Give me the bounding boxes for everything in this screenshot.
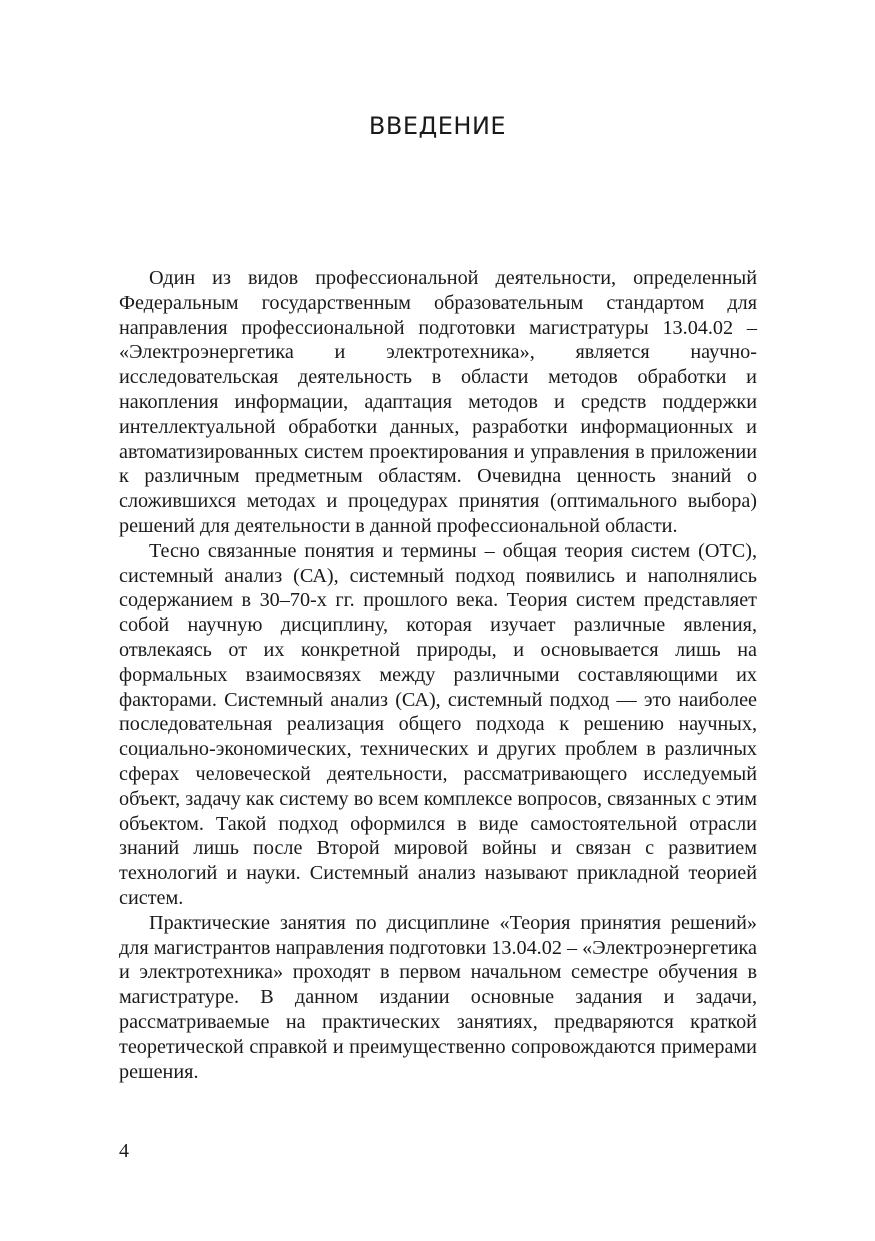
paragraph-3: Практические занятия по дисциплине «Теория принятия решений» для магистрантов направления подготовки 13.04.02 – «Электроэнергетика и электротехника» проходят в первом начальном семестре обучения в магистратуре. В данном издании основные задания и задачи, рассматриваемые на практических занятиях, предваряются краткой теоретической справкой и преимущественно сопровождаются примерами решения. bbox=[119, 911, 757, 1083]
paragraph-2: Тесно связанные понятия и термины – общая теория систем (ОТС), системный анализ (СА), системный подход появились и наполнялись содержанием в 30–70-х гг. прошлого века. Теория систем представляет собой научную дисциплину, которая изучает различные явления, отвлекаясь от их конкретной природы, и основывается лишь на формальных взаимосвязях между различными составляющими их факторами. Системный анализ (СА), системный подход — это наиболее последовательная реализация общего подхода к решению научных, социально-экономических, технических и других проблем в различных сферах человеческой деятельности, рассматривающего исследуемый объект, задачу как систему во всем комплексе вопросов, связанных с этим объектом. Такой подход оформился в виде самостоятельной отрасли знаний лишь после Второй мировой войны и связан с развитием технологий и науки. Системный анализ называют прикладной теорией систем. bbox=[119, 539, 757, 909]
paragraph-1: Один из видов профессиональной деятельности, определенный Федеральным государственным образовательным стандартом для направления профессиональной подготовки магистратуры 13.04.02 – «Электроэнергетика и электротехника», является научно-исследовательская деятельность в области методов обработки и накопления информации, адаптация методов и средств поддержки интеллектуальной обработки данных, разработки информационных и автоматизированных систем проектирования и управления в приложении к различным предметным областям. Очевидна ценность знаний о сложившихся методах и процедурах принятия (оптимального выбора) решений для деятельности в данной профессиональной области. bbox=[119, 267, 757, 537]
page-number: 4 bbox=[119, 1140, 129, 1162]
section-heading: ВВЕДЕНИЕ bbox=[368, 112, 507, 140]
body-text bbox=[119, 266, 757, 1084]
